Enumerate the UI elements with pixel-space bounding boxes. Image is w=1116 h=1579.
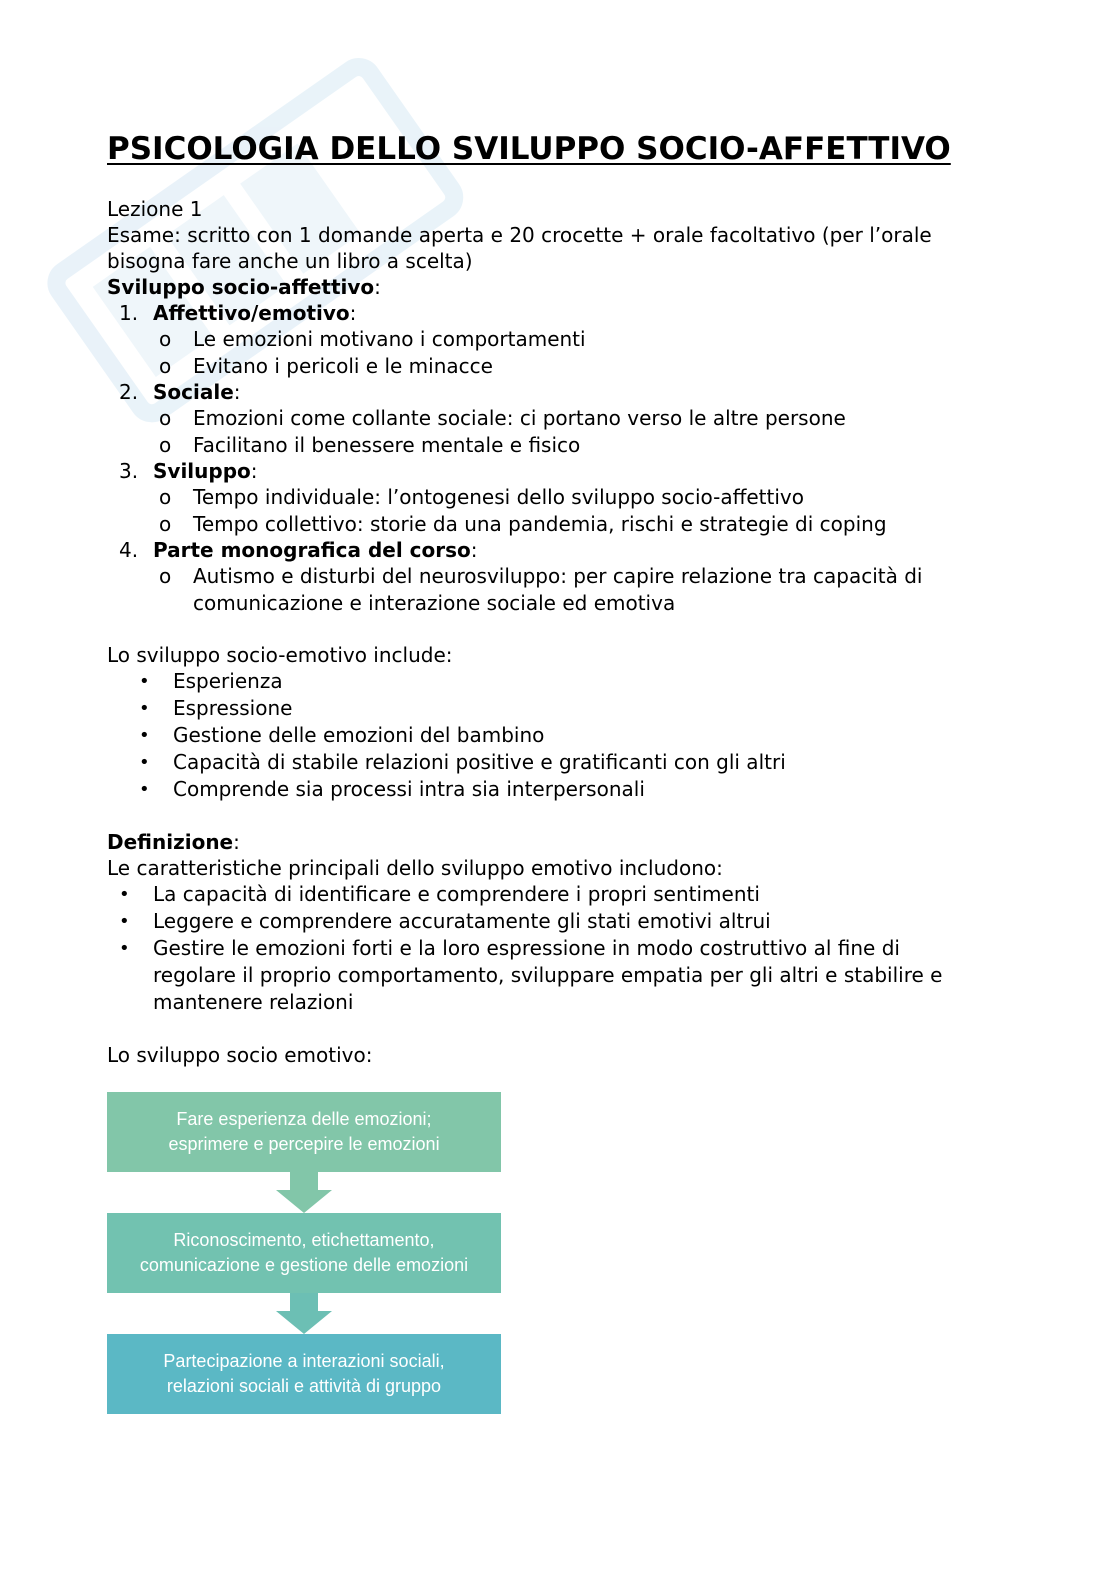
list-item: 2. Sociale: o Emozioni come collante sociale: ci portano verso le altre persone o Facilitano il benessere mentale e fisico xyxy=(107,379,987,458)
list-item: 1. Affettivo/emotivo: o Le emozioni motivano i comportamenti o Evitano i pericoli e le minacce xyxy=(107,300,987,379)
sub-list-item: o Tempo individuale: l’ontogenesi dello sviluppo socio-affettivo xyxy=(159,485,804,509)
bullet-list xyxy=(107,881,987,1016)
flow-box: Fare esperienza delle emozioni; esprimere e percepire le emozioni xyxy=(107,1092,501,1172)
sub-list xyxy=(153,484,987,537)
bullet-item: • Esperienza xyxy=(139,669,283,693)
lesson-label: Lezione 1 xyxy=(107,197,203,221)
down-arrow-icon xyxy=(107,1172,501,1213)
sub-list xyxy=(153,563,987,616)
definition-intro: Le caratteristiche principali dello sviluppo emotivo includono: xyxy=(107,856,723,880)
bullet-item: • Leggere e comprendere accuratamente gli stati emotivi altrui xyxy=(119,909,771,933)
flow-diagram xyxy=(107,1092,501,1414)
sub-list-item: o Evitano i pericoli e le minacce xyxy=(159,353,493,378)
arrow-shape xyxy=(276,1293,332,1334)
bullet-list xyxy=(107,668,987,803)
bullet-item: • La capacità di identificare e comprendere i propri sentimenti xyxy=(119,882,760,906)
bullet-item: • Espressione xyxy=(139,696,293,720)
exam-line-2: bisogna fare anche un libro a scelta) xyxy=(107,249,473,273)
sub-list xyxy=(153,326,987,379)
sub-list-item: o Autismo e disturbi del neurosviluppo: per capire relazione tra capacità di comunicazione e interazione sociale ed emotiva xyxy=(159,564,923,615)
sub-list-item: o Le emozioni motivano i comportamenti xyxy=(159,327,586,351)
page-title: PSICOLOGIA DELLO SVILUPPO SOCIO-AFFETTIVO xyxy=(107,131,951,167)
list-item: 3. Sviluppo: o Tempo individuale: l’ontogenesi dello sviluppo socio-affettivo o Tempo collettivo: storie da una pandemia, rischi e strategie di coping xyxy=(107,458,987,537)
bullet-item: • Capacità di stabile relazioni positive e gratificanti con gli altri xyxy=(139,750,786,774)
bullet-item: • Gestire le emozioni forti e la loro espressione in modo costruttivo al fine di regolare il proprio comportamento, sviluppare empatia per gli altri e stabilire e mantenere relazioni xyxy=(119,936,943,1014)
arrow-shape xyxy=(276,1172,332,1213)
sub-list-item: o Facilitano il benessere mentale e fisico xyxy=(159,432,581,457)
numbered-list xyxy=(107,300,987,616)
document-page xyxy=(107,128,987,1414)
bullet-item: • Comprende sia processi intra sia interpersonali xyxy=(139,777,645,801)
bullet-item: • Gestione delle emozioni del bambino xyxy=(139,723,545,747)
section-heading-definizione: Definizione: xyxy=(107,830,240,854)
sub-list-item: o Tempo collettivo: storie da una pandemia, rischi e strategie di coping xyxy=(159,511,887,536)
sub-list-item: o Emozioni come collante sociale: ci portano verso le altre persone xyxy=(159,406,846,430)
section-heading-sviluppo: Sviluppo socio-affettivo: xyxy=(107,275,381,299)
flow-box: Partecipazione a interazioni sociali, relazioni sociali e attività di gruppo xyxy=(107,1334,501,1414)
section-intro-socio-emotivo: Lo sviluppo socio-emotivo include: xyxy=(107,643,453,667)
flow-intro: Lo sviluppo socio emotivo: xyxy=(107,1043,373,1067)
flow-box: Riconoscimento, etichettamento, comunicazione e gestione delle emozioni xyxy=(107,1213,501,1293)
list-item: 4. Parte monografica del corso: o Autismo e disturbi del neurosviluppo: per capire relazione tra capacità di comunicazione e interazione sociale ed emotiva xyxy=(107,537,987,616)
exam-line-1: Esame: scritto con 1 domande aperta e 20 crocette + orale facoltativo (per l’orale xyxy=(107,223,932,247)
sub-list xyxy=(153,405,987,458)
down-arrow-icon xyxy=(107,1293,501,1334)
